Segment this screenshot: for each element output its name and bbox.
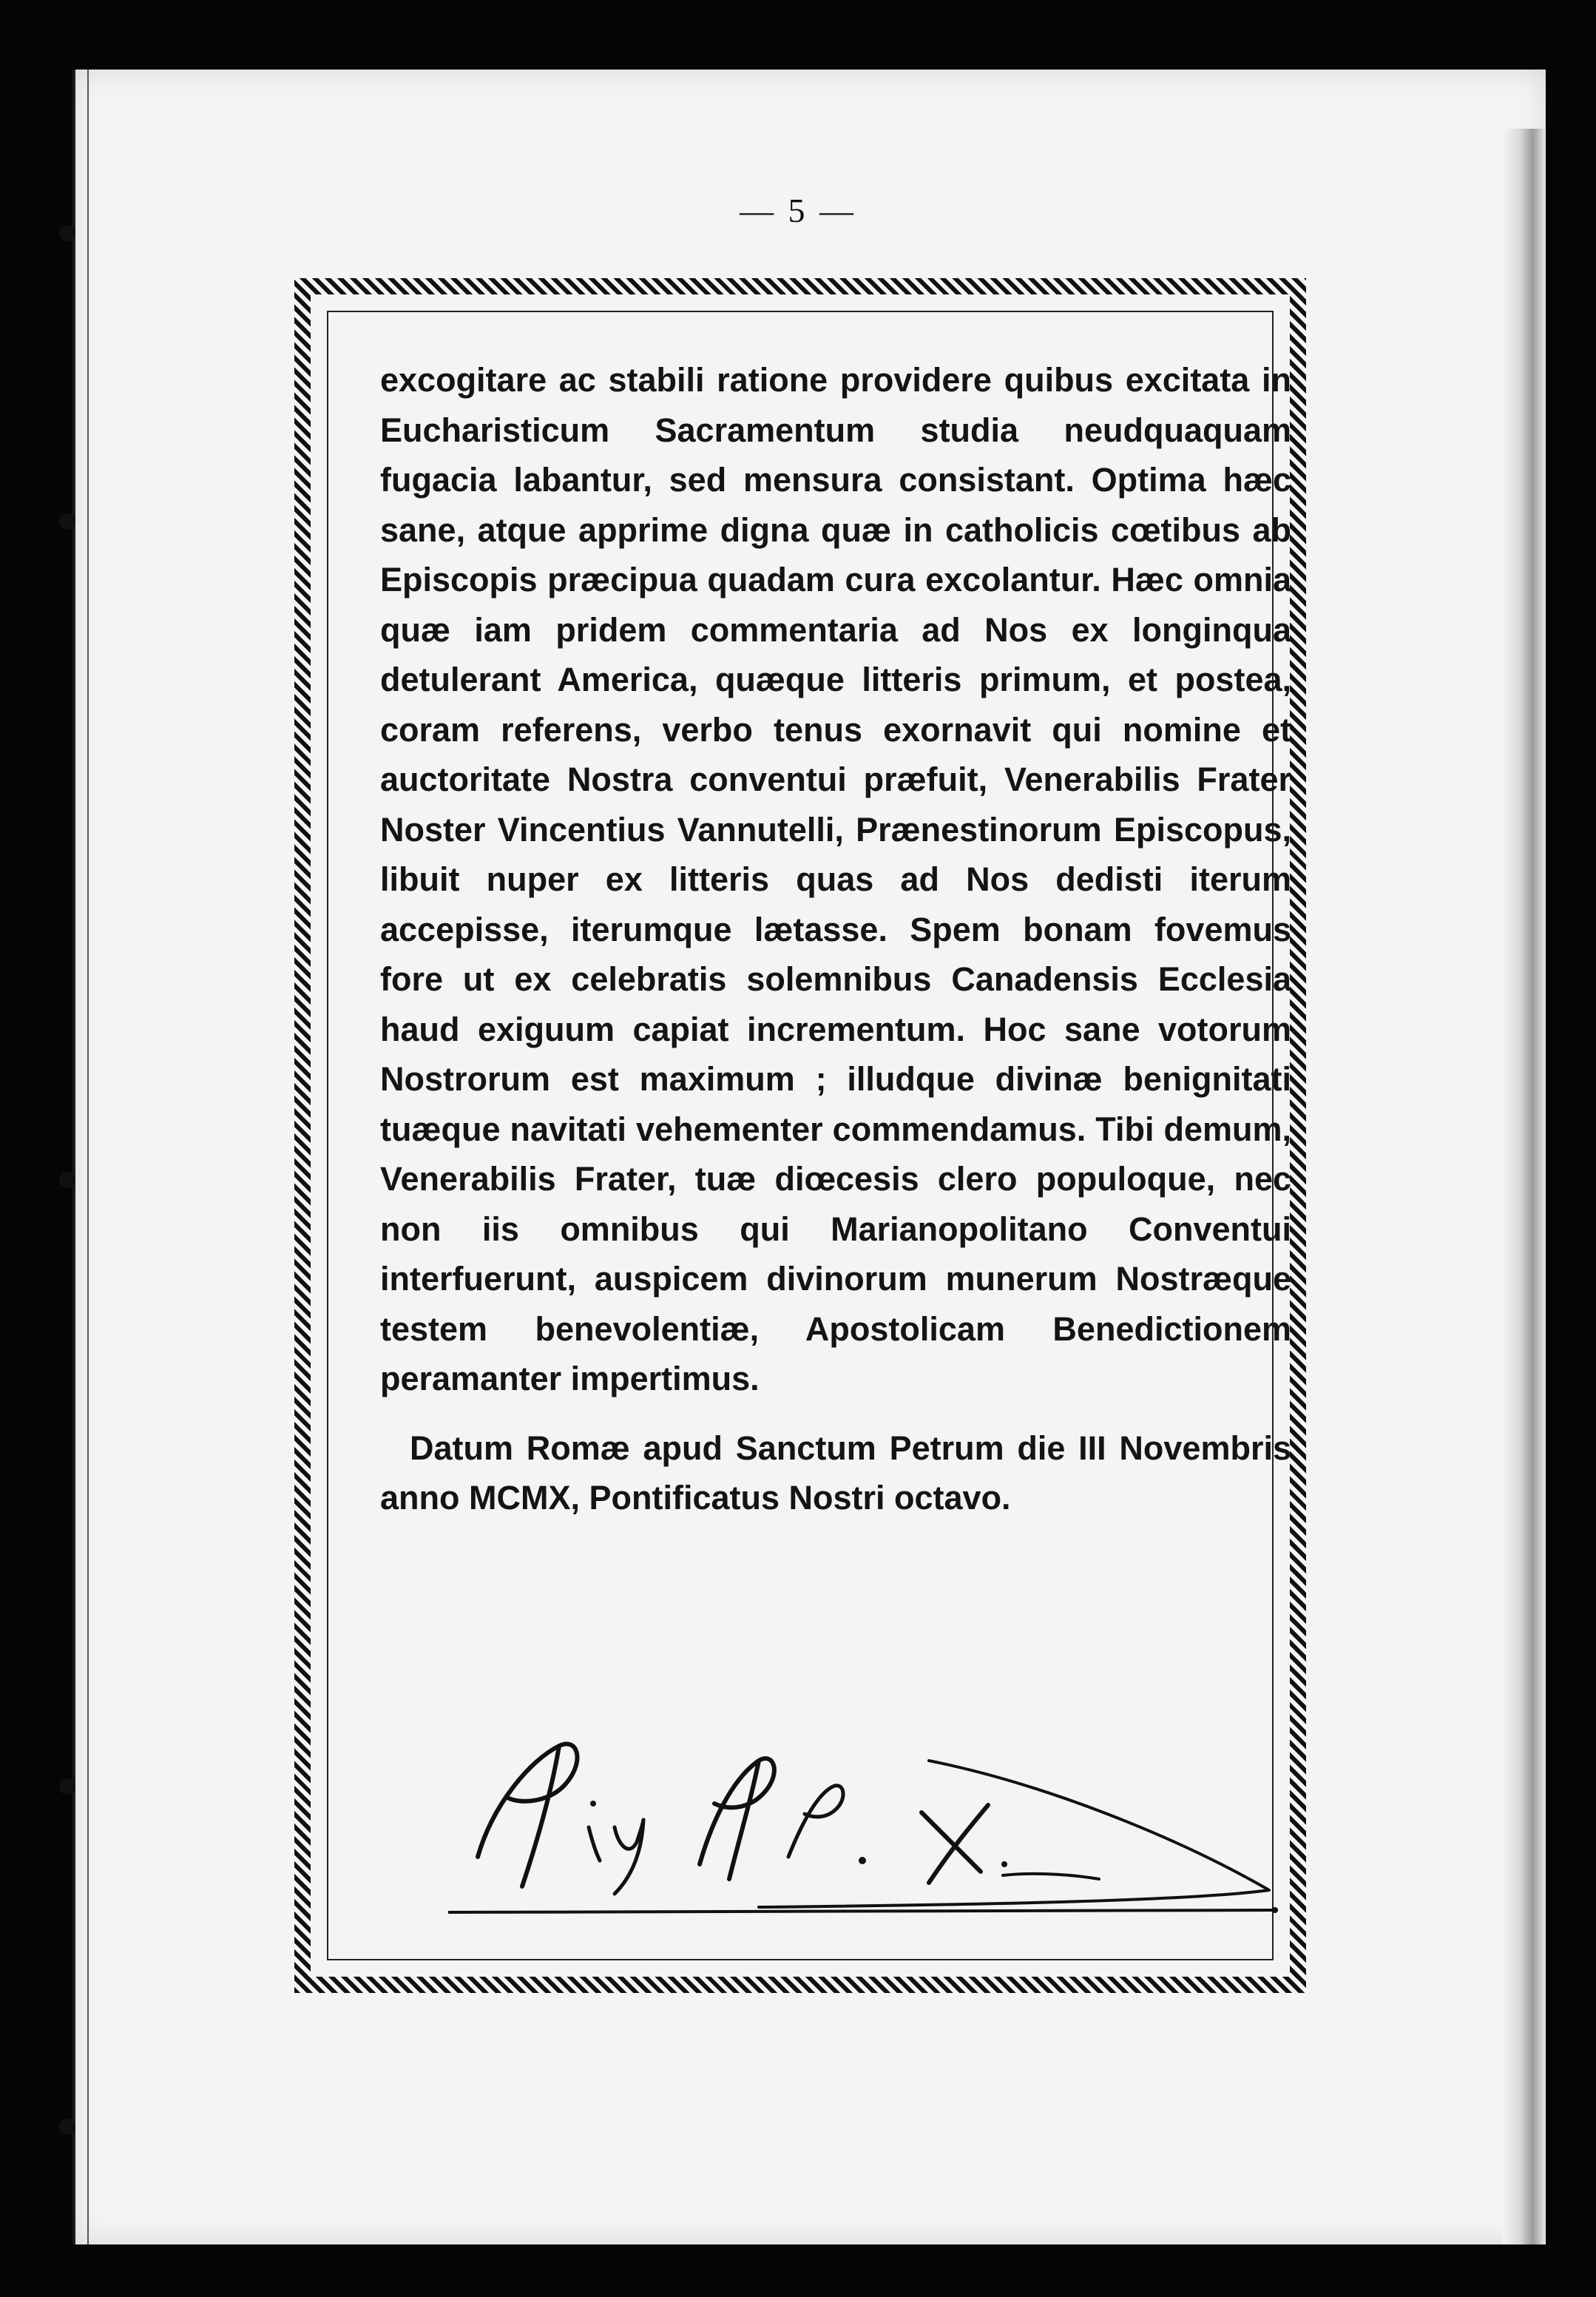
binding-stitch — [59, 1778, 75, 1795]
binding-stitch — [59, 1172, 75, 1188]
binding-stitch — [59, 513, 75, 530]
page-number: — 5 — — [740, 192, 856, 229]
binding-stitch — [59, 2119, 75, 2135]
dating-paragraph: Datum Romæ apud Sanctum Petrum die III Novembris anno MCMX, Pontificatus Nostri octavo. — [380, 1429, 1291, 1517]
binding-gutter-line-thin — [87, 70, 89, 2244]
page-edge-shadow — [1503, 129, 1546, 2244]
handwritten-signature — [448, 1716, 1284, 1916]
body-paragraph: excogitare ac stabili ratione providere quibus excitata in Eucharisticum Sacramentum studia neudquaquam fugacia labantur, sed mensura consistant. Optima hæc sane, atque apprime digna quæ in catholicis cœtibus ab Episcopis præcipua quadam cura excolantur. Hæc omnia quæ iam pridem commentaria ad Nos ex longinqua detulerant America, quæque litteris primum, et postea, coram referens, verbo tenus exornavit qui nomine et auctoritate Nostra conventui præfuit, Venerabilis Frater Noster Vincentius Vannutelli, Prænestinorum Episcopus, libuit nuper ex litteris quas ad Nos dedisti iterum accepisse, iterumque lætasse. Spem bonam fovemus fore ut ex celebratis solemnibus Canadensis Ecclesia haud exiguum capiat incrementum. Hoc sane votorum Nostrorum est maximum ; illudque divinæ benignitati tuæque navitati vehementer commendamus. Tibi demum, Venerabilis Frater, tuæ diœcesis clero populoque, nec non iis omnibus qui Marianopolitano Conventui interfuerunt, auspicem divinorum munerum Nostræque testem benevolentiæ, Apostolicam Benedictionem peramanter impertimus. — [380, 361, 1291, 1397]
binding-gutter-line — [72, 70, 75, 2244]
letter-body — [380, 355, 1291, 1523]
